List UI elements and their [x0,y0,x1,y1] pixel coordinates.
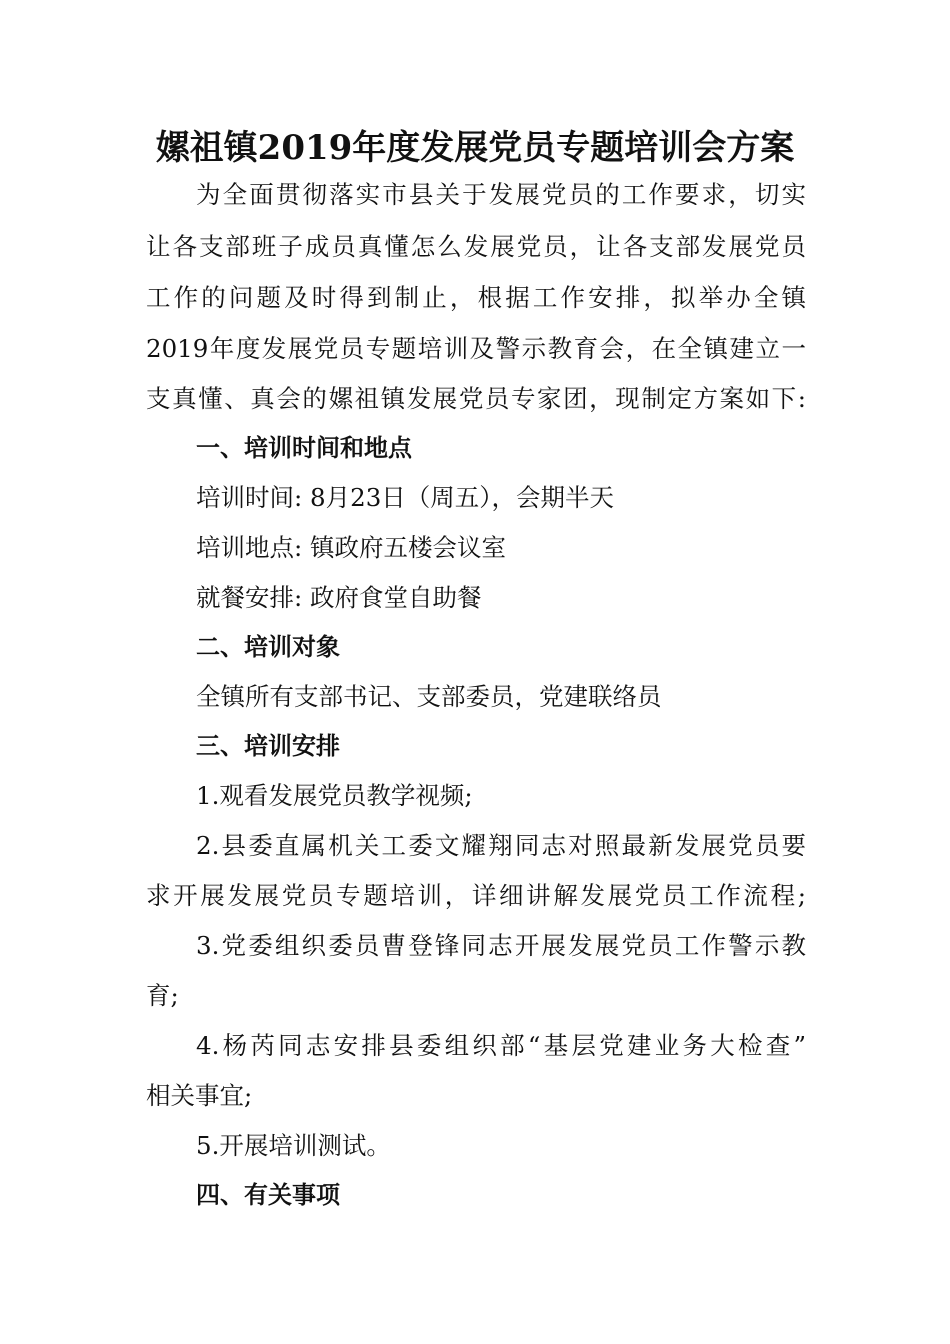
document-title: 嫘祖镇2019年度发展党员专题培训会方案 [155,128,795,168]
section1-heading: 一、培训时间和地点 [196,434,412,462]
arrangement-item-2-line-2: 求开展发展党员专题培训，详细讲解发展党员工作流程; [146,881,806,910]
intro-line-2: 让各支部班子成员真懂怎么发展党员，让各支部发展党员 [146,232,806,261]
arrangement-item-4-line-2: 相关事宜; [146,1081,253,1110]
arrangement-item-2-line-1: 2.县委直属机关工委文耀翔同志对照最新发展党员要 [196,831,806,860]
training-time: 培训时间: 8月23日（周五），会期半天 [196,483,615,512]
section4-heading: 四、有关事项 [196,1181,340,1209]
arrangement-item-4-line-1: 4.杨芮同志安排县委组织部“基层党建业务大检查” [196,1031,806,1060]
arrangement-item-5: 5.开展培训测试。 [196,1131,391,1160]
arrangement-item-3-line-1: 3.党委组织委员曹登锋同志开展发展党员工作警示教 [196,931,806,960]
training-targets: 全镇所有支部书记、支部委员，党建联络员 [196,682,662,711]
intro-line-3: 工作的问题及时得到制止，根据工作安排，拟举办全镇 [146,283,806,312]
intro-line-5: 支真懂、真会的嫘祖镇发展党员专家团，现制定方案如下: [146,384,806,413]
intro-line-4: 2019年度发展党员专题培训及警示教育会，在全镇建立一 [146,334,806,363]
training-place: 培训地点: 镇政府五楼会议室 [196,533,507,562]
arrangement-item-3-line-2: 育; [146,981,179,1010]
section3-heading: 三、培训安排 [196,732,340,760]
meal-arrangement: 就餐安排: 政府食堂自助餐 [196,583,482,612]
intro-line-1: 为全面贯彻落实市县关于发展党员的工作要求，切实 [196,180,806,209]
arrangement-item-1: 1.观看发展党员教学视频; [196,781,473,810]
section2-heading: 二、培训对象 [196,633,340,661]
